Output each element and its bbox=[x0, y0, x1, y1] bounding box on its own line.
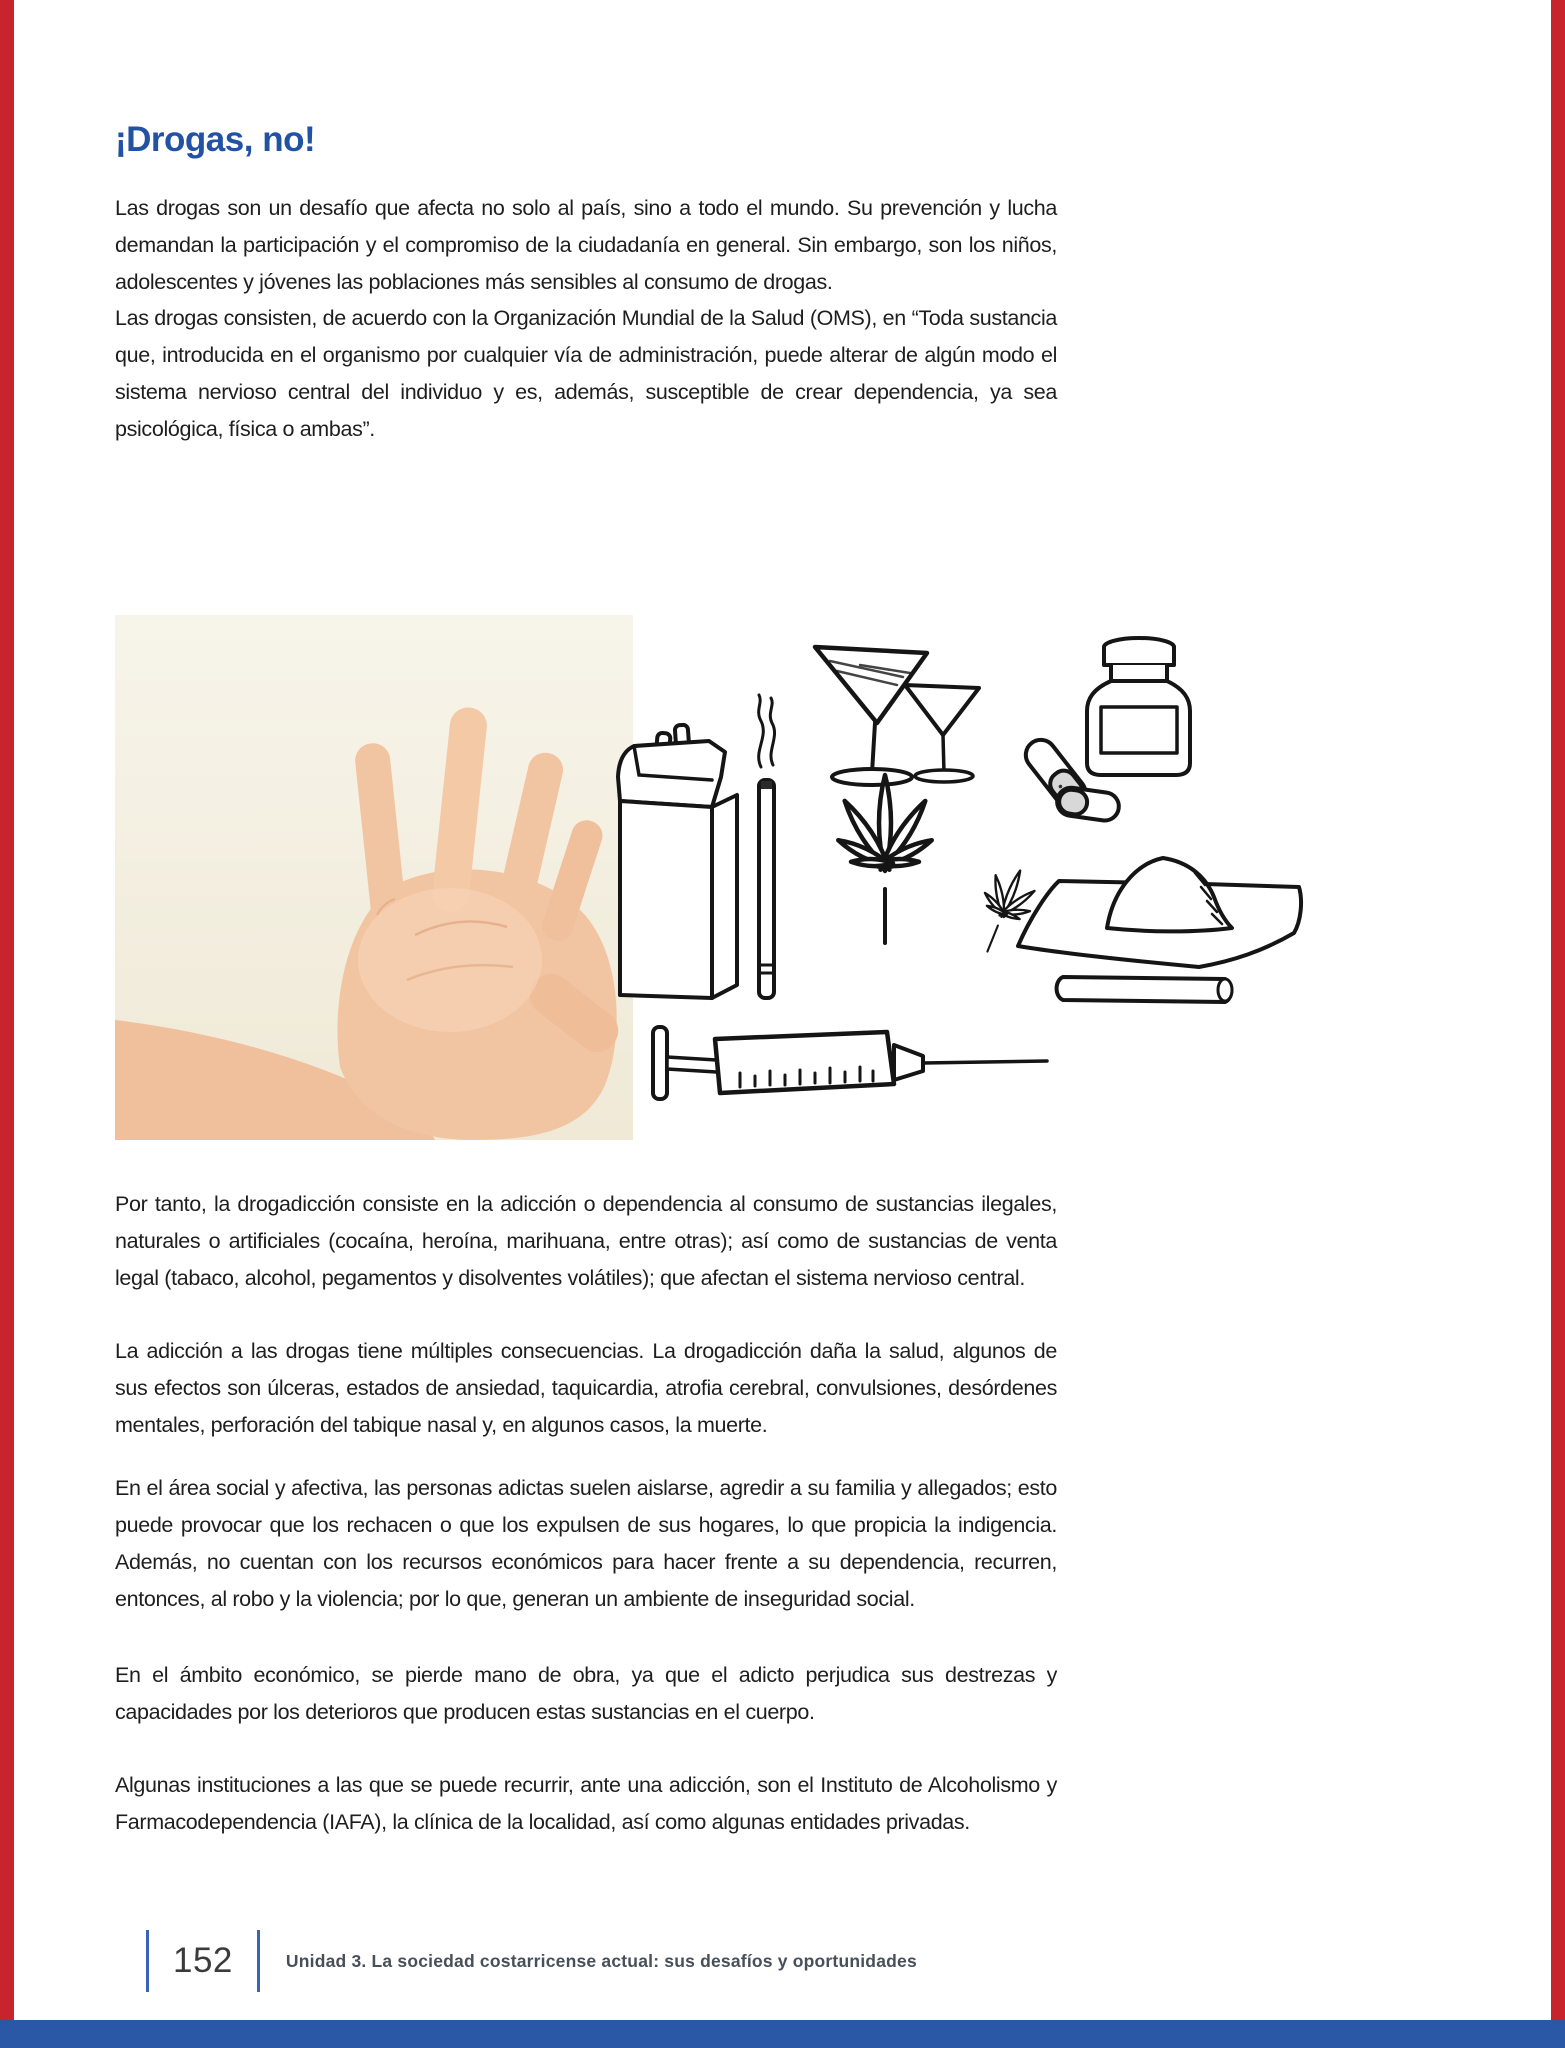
body-paragraph-1: Las drogas son un desafío que afecta no solo al país, sino a todo el mundo. Su prevención y lucha demandan la participación y el compromiso de la ciudadanía en general. Sin embargo, son los niños, adolescentes y jóvenes las poblaciones más sensibles al consumo de drogas. bbox=[115, 196, 1057, 294]
page-number-value: 152 bbox=[173, 1941, 233, 1980]
right-red-edge-bar bbox=[1551, 0, 1565, 2020]
cigarette-pack bbox=[618, 725, 737, 998]
drugs-illustration bbox=[115, 615, 1315, 1145]
page-footer bbox=[146, 1930, 917, 1992]
body-paragraph-7: Algunas instituciones a las que se puede recurrir, ante una adicción, son el Instituto de Alcoholismo y Farmacodependencia (IAFA), la clínica de la localidad, así como algunas entidades privadas. bbox=[115, 1773, 1057, 1834]
body-paragraph-5: En el área social y afectiva, las personas adictas suelen aislarse, agredir a su familia y allegados; esto puede provocar que los rechacen o que los expulsen de sus hogares, lo que propicia la indigencia. Además, no cuentan con los recursos económicos para hacer frente a su dependencia, recurren, entonces, al robo y la violencia; por lo que, generan un ambiente de inseguridad social. bbox=[115, 1476, 1057, 1611]
martini-glasses bbox=[815, 647, 979, 785]
lit-cigarette bbox=[759, 695, 775, 998]
page-title: ¡Drogas, no! bbox=[115, 120, 316, 159]
left-red-edge-bar bbox=[0, 0, 14, 2020]
body-paragraph-3: Por tanto, la drogadicción consiste en la adicción o dependencia al consumo de sustancias ilegales, naturales o artificiales (cocaína, heroína, marihuana, entre otras); así como de sustancias de venta legal (tabaco, alcohol, pegamentos y disolventes volátiles); que afectan el sistema nervioso central. bbox=[115, 1192, 1057, 1290]
body-paragraph-6: En el ámbito económico, se pierde mano de obra, ya que el adicto perjudica sus destrezas y capacidades por los deterioros que producen estas sustancias en el cuerpo. bbox=[115, 1663, 1057, 1724]
body-paragraph-2: Las drogas consisten, de acuerdo con la Organización Mundial de la Salud (OMS), en “Toda sustancia que, introducida en el organismo por cualquier vía de administración, puede alterar de algún modo el sistema nervioso central del individuo y es, además, susceptible de crear dependencia, ya sea psicológica, física o ambas”. bbox=[115, 306, 1057, 441]
unit-title: Unidad 3. La sociedad costarricense actual: sus desafíos y oportunidades bbox=[285, 1950, 917, 1971]
medicine-bottle bbox=[1087, 638, 1190, 775]
powder-on-paper bbox=[1018, 858, 1301, 967]
body-paragraph-4: La adicción a las drogas tiene múltiples consecuencias. La drogadicción daña la salud, algunos de sus efectos son úlceras, estados de ansiedad, taquicardia, atrofia cerebral, convulsiones, desórdenes mentales, perforación del tabique nasal y, en algunos casos, la muerte. bbox=[115, 1339, 1057, 1437]
bottom-blue-bar bbox=[0, 2020, 1565, 2048]
stop-hand-photo bbox=[115, 615, 633, 1140]
syringe bbox=[653, 1027, 1047, 1099]
drugs-illustration-svg bbox=[115, 615, 1315, 1145]
rolled-cigarette bbox=[1057, 977, 1232, 1002]
page-number bbox=[146, 1930, 260, 1992]
marijuana-leaf bbox=[836, 775, 1043, 961]
